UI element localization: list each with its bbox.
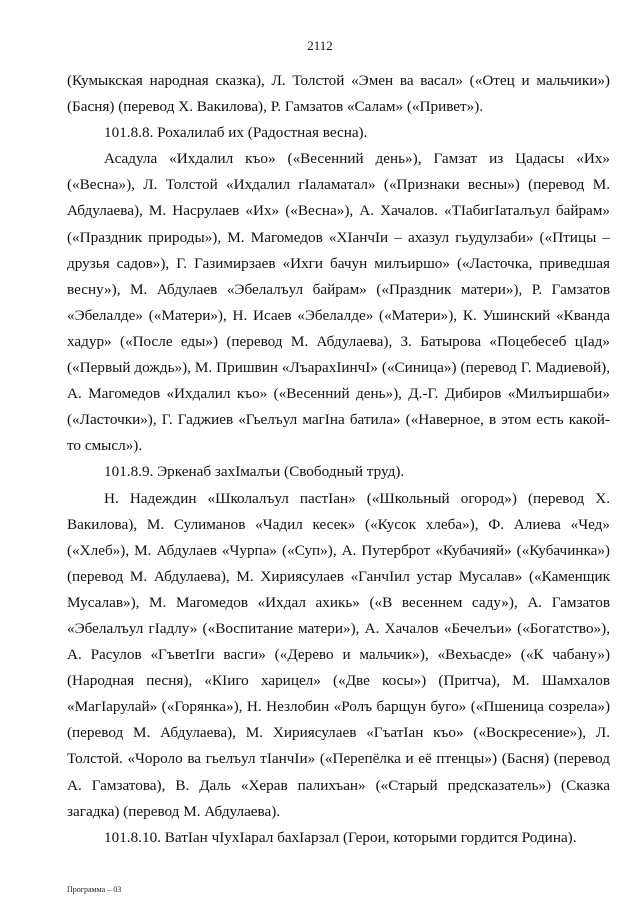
section-heading-101-8-9: 101.8.9. Эркенаб захIмалъи (Свободный труд). [104,463,405,481]
paragraph-reading-list-8-8: Асадула «Ихдалил къо» («Весенний день»), Гамзат из Цадасы «Их» («Весна»), Л. Толстой «Ихдалил гIаламатал» («Признаки весны») (перевод М. Абдулаева), М. Насрулаев «Их» («Весна»), А. Хачалов. «ТIабигIаталъул байрам» («Праздник природы»), М. Магомедов «ХIанчIи – ахазул гьудулзаби» («Птицы – друзья садов»), Г. Газимирзаев «Ихги бачун милъиршо» («Ласточка, приведшая весну»), М. Абдулаев «Эбелалъул байрам» («Праздник матери»), Р. Гамзатов «Эбелалде» («Матери»), Н. Исаев «Эбелалде» («Матери»), К. Ушинский «Кванда хадур» («После еды») (перевод М. Абдулаева), З. Батырова «Поцебесеб цIад» («Первый дождь»), М. Пришвин «ЛъарахIинчI» («Синица») (перевод Г. Мадиевой), А. Магомедов «Ихдалил къо» («Весенний день»), Д.-Г. Дибиров «Милъиршаби» («Ласточки»), Г. Гаджиев «Гьелъул магIна батила» («Наверное, в этом есть какой-то смысл»). [67,150,610,455]
section-heading-101-8-10: 101.8.10. ВатIан чIухIарал бахIарзал (Герои, которыми гордится Родина). [104,828,577,846]
footer-note: Программа – 03 [67,885,122,894]
section-heading-101-8-8: 101.8.8. Рохалилаб их (Радостная весна). [104,124,368,142]
page-number: 2112 [307,38,333,53]
paragraph-continuation: (Кумыкская народная сказка), Л. Толстой «Эмен ва васал» («Отец и мальчики») (Басня) (перевод Х. Вакилова), Р. Гамзатов «Салам» («Привет»). [67,72,610,116]
document-body [67,68,610,851]
paragraph-reading-list-8-9: Н. Надеждин «Школалъул пастIан» («Школьный огород») (перевод Х. Вакилова), М. Сулиманов «Чадил кесек» («Кусок хлеба»), Ф. Алиева «Чед» («Хлеб»), М. Абдулаев «Чурпа» («Суп»), А. Путерброт «Кубачияй» («Кубачинка») (перевод М. Абдулаева), М. Хириясулаев «ГанчIил устар Мусалав» («Каменщик Мусалав»), М. Магомедов «Ихдал ахикь» («В весеннем саду»), А. Гамзатов «Эбелалъул гIадлу» («Воспитание матери»), А. Хачалов «Бечелъи» («Богатство»), А. Расулов «ГъветIги васги» («Дерево и мальчик»), «Вехьасде» («К чабану») (Народная песня), «КIиго харицел» («Две косы») (Притча), М. Шамхалов «МагIарулай» («Горянка»), Н. Незлобин «Ролъ барщун буго» («Пшеница созрела») (перевод М. Абдулаева), М. Хириясулаев «ГъатIан къо» («Воскресение»), Л. Толстой. «Чороло ва гьелъул тIанчIи» («Перепёлка и её птенцы») (Басня) (перевод А. Гамзатова), В. Даль «Херав палихъан» («Старый предсказатель») (Сказка загадка) (перевод М. Абдулаева). [67,489,610,820]
